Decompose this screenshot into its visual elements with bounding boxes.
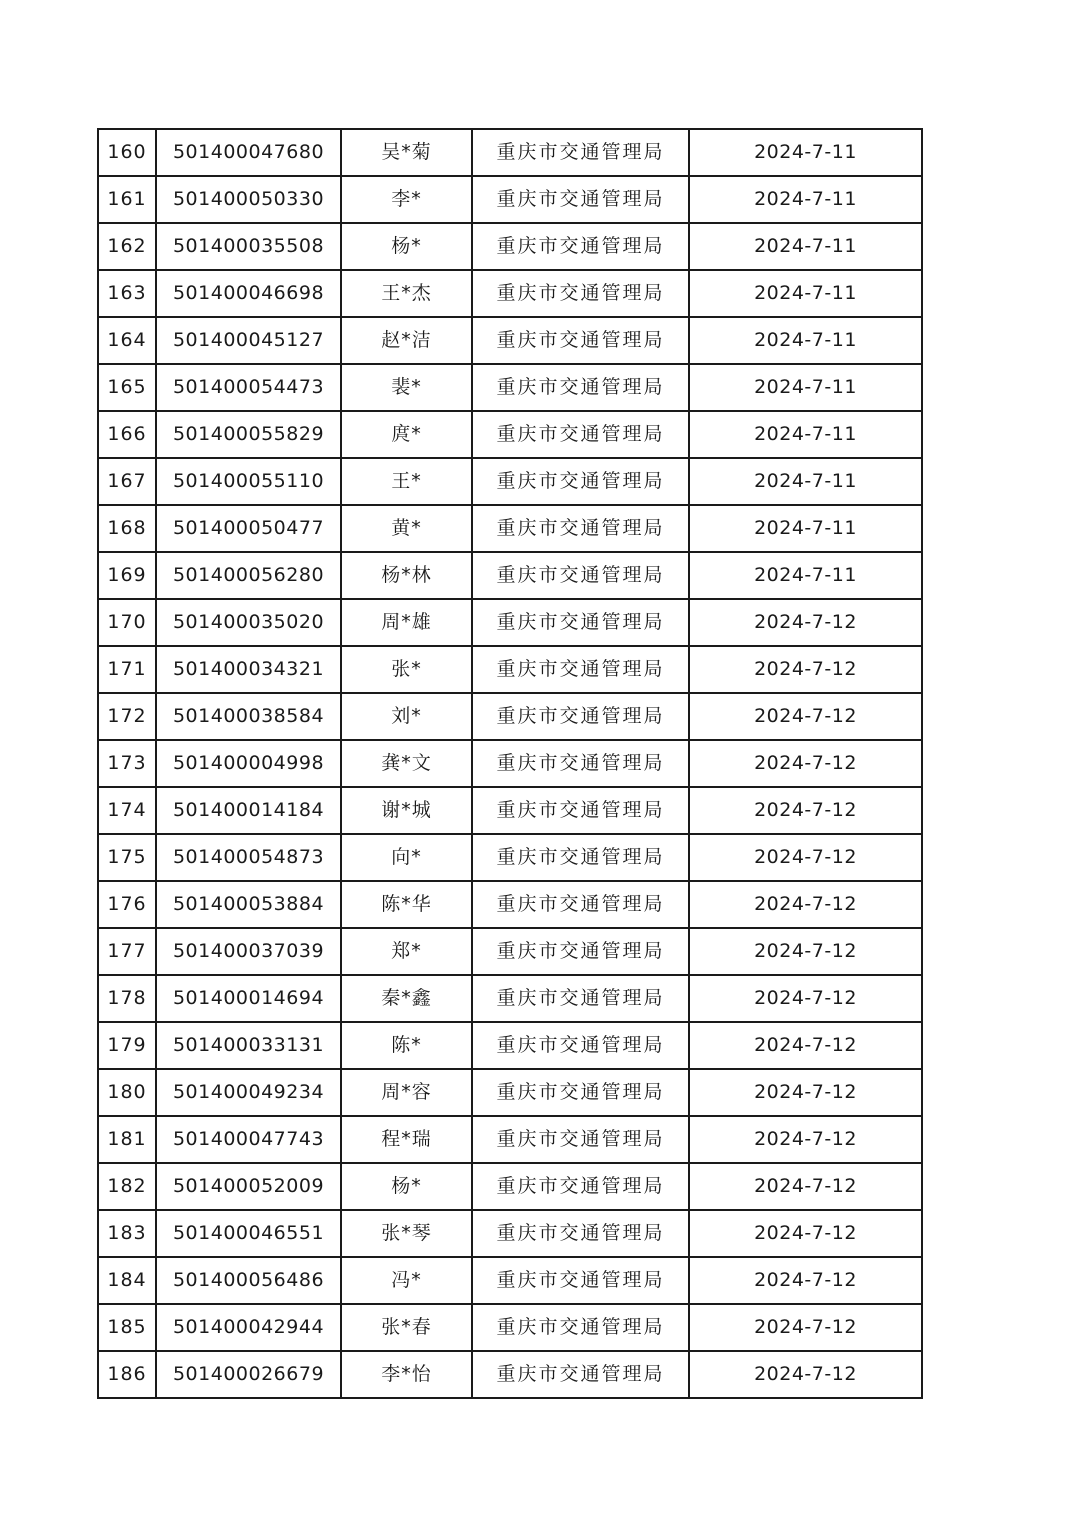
table-row — [98, 317, 922, 364]
table-row — [98, 223, 922, 270]
authority-cell: 重庆市交通管理局 — [472, 223, 689, 270]
record-id-cell: 501400049234 — [156, 1069, 341, 1116]
date-cell: 2024-7-12 — [689, 599, 922, 646]
row-number-cell: 164 — [98, 317, 156, 364]
date-cell: 2024-7-12 — [689, 1116, 922, 1163]
row-number-cell: 175 — [98, 834, 156, 881]
person-name-cell: 周*雄 — [341, 599, 472, 646]
table-row — [98, 834, 922, 881]
records-table-body — [98, 129, 922, 1398]
authority-cell: 重庆市交通管理局 — [472, 881, 689, 928]
row-number-cell: 172 — [98, 693, 156, 740]
table-row — [98, 270, 922, 317]
record-id-cell: 501400055110 — [156, 458, 341, 505]
person-name-cell: 赵*洁 — [341, 317, 472, 364]
record-id-cell: 501400056280 — [156, 552, 341, 599]
record-id-cell: 501400004998 — [156, 740, 341, 787]
row-number-cell: 177 — [98, 928, 156, 975]
date-cell: 2024-7-12 — [689, 1163, 922, 1210]
authority-cell: 重庆市交通管理局 — [472, 411, 689, 458]
row-number-cell: 160 — [98, 129, 156, 176]
record-id-cell: 501400033131 — [156, 1022, 341, 1069]
person-name-cell: 程*瑞 — [341, 1116, 472, 1163]
row-number-cell: 161 — [98, 176, 156, 223]
table-row — [98, 364, 922, 411]
authority-cell: 重庆市交通管理局 — [472, 834, 689, 881]
person-name-cell: 杨* — [341, 1163, 472, 1210]
row-number-cell: 184 — [98, 1257, 156, 1304]
date-cell: 2024-7-12 — [689, 975, 922, 1022]
record-id-cell: 501400026679 — [156, 1351, 341, 1398]
authority-cell: 重庆市交通管理局 — [472, 1257, 689, 1304]
authority-cell: 重庆市交通管理局 — [472, 458, 689, 505]
table-row — [98, 646, 922, 693]
authority-cell: 重庆市交通管理局 — [472, 129, 689, 176]
row-number-cell: 165 — [98, 364, 156, 411]
table-row — [98, 740, 922, 787]
row-number-cell: 173 — [98, 740, 156, 787]
table-row — [98, 458, 922, 505]
table-row — [98, 928, 922, 975]
date-cell: 2024-7-11 — [689, 176, 922, 223]
record-id-cell: 501400038584 — [156, 693, 341, 740]
person-name-cell: 杨*林 — [341, 552, 472, 599]
record-id-cell: 501400014694 — [156, 975, 341, 1022]
table-row — [98, 1351, 922, 1398]
date-cell: 2024-7-11 — [689, 223, 922, 270]
table-row — [98, 505, 922, 552]
table-row — [98, 1210, 922, 1257]
date-cell: 2024-7-11 — [689, 364, 922, 411]
person-name-cell: 秦*鑫 — [341, 975, 472, 1022]
authority-cell: 重庆市交通管理局 — [472, 599, 689, 646]
row-number-cell: 174 — [98, 787, 156, 834]
date-cell: 2024-7-12 — [689, 1257, 922, 1304]
date-cell: 2024-7-12 — [689, 787, 922, 834]
record-id-cell: 501400047743 — [156, 1116, 341, 1163]
record-id-cell: 501400046698 — [156, 270, 341, 317]
date-cell: 2024-7-12 — [689, 1210, 922, 1257]
date-cell: 2024-7-11 — [689, 458, 922, 505]
date-cell: 2024-7-12 — [689, 1351, 922, 1398]
date-cell: 2024-7-12 — [689, 928, 922, 975]
person-name-cell: 王* — [341, 458, 472, 505]
row-number-cell: 186 — [98, 1351, 156, 1398]
table-row — [98, 1022, 922, 1069]
row-number-cell: 171 — [98, 646, 156, 693]
table-row — [98, 411, 922, 458]
date-cell: 2024-7-12 — [689, 1022, 922, 1069]
table-row — [98, 1163, 922, 1210]
record-id-cell: 501400014184 — [156, 787, 341, 834]
record-id-cell: 501400053884 — [156, 881, 341, 928]
table-row — [98, 787, 922, 834]
person-name-cell: 张*春 — [341, 1304, 472, 1351]
record-id-cell: 501400045127 — [156, 317, 341, 364]
authority-cell: 重庆市交通管理局 — [472, 1069, 689, 1116]
record-id-cell: 501400056486 — [156, 1257, 341, 1304]
record-id-cell: 501400054873 — [156, 834, 341, 881]
date-cell: 2024-7-12 — [689, 1069, 922, 1116]
date-cell: 2024-7-11 — [689, 411, 922, 458]
record-id-cell: 501400035020 — [156, 599, 341, 646]
person-name-cell: 黄* — [341, 505, 472, 552]
row-number-cell: 168 — [98, 505, 156, 552]
person-name-cell: 王*杰 — [341, 270, 472, 317]
person-name-cell: 陈*华 — [341, 881, 472, 928]
row-number-cell: 162 — [98, 223, 156, 270]
person-name-cell: 吴*菊 — [341, 129, 472, 176]
row-number-cell: 163 — [98, 270, 156, 317]
record-id-cell: 501400047680 — [156, 129, 341, 176]
table-row — [98, 599, 922, 646]
person-name-cell: 李*怡 — [341, 1351, 472, 1398]
person-name-cell: 龚*文 — [341, 740, 472, 787]
table-row — [98, 1069, 922, 1116]
record-id-cell: 501400050477 — [156, 505, 341, 552]
row-number-cell: 185 — [98, 1304, 156, 1351]
table-row — [98, 552, 922, 599]
record-id-cell: 501400034321 — [156, 646, 341, 693]
date-cell: 2024-7-12 — [689, 693, 922, 740]
person-name-cell: 冯* — [341, 1257, 472, 1304]
date-cell: 2024-7-12 — [689, 740, 922, 787]
authority-cell: 重庆市交通管理局 — [472, 1210, 689, 1257]
record-id-cell: 501400050330 — [156, 176, 341, 223]
authority-cell: 重庆市交通管理局 — [472, 1304, 689, 1351]
person-name-cell: 庹* — [341, 411, 472, 458]
row-number-cell: 166 — [98, 411, 156, 458]
record-id-cell: 501400037039 — [156, 928, 341, 975]
person-name-cell: 裴* — [341, 364, 472, 411]
record-id-cell: 501400035508 — [156, 223, 341, 270]
record-id-cell: 501400055829 — [156, 411, 341, 458]
table-row — [98, 176, 922, 223]
table-row — [98, 129, 922, 176]
authority-cell: 重庆市交通管理局 — [472, 505, 689, 552]
date-cell: 2024-7-12 — [689, 1304, 922, 1351]
authority-cell: 重庆市交通管理局 — [472, 317, 689, 364]
table-row — [98, 881, 922, 928]
authority-cell: 重庆市交通管理局 — [472, 928, 689, 975]
person-name-cell: 刘* — [341, 693, 472, 740]
date-cell: 2024-7-11 — [689, 505, 922, 552]
date-cell: 2024-7-12 — [689, 646, 922, 693]
table-row — [98, 1257, 922, 1304]
date-cell: 2024-7-11 — [689, 552, 922, 599]
authority-cell: 重庆市交通管理局 — [472, 1116, 689, 1163]
row-number-cell: 170 — [98, 599, 156, 646]
person-name-cell: 向* — [341, 834, 472, 881]
person-name-cell: 周*容 — [341, 1069, 472, 1116]
authority-cell: 重庆市交通管理局 — [472, 364, 689, 411]
records-table — [97, 128, 923, 1399]
person-name-cell: 谢*城 — [341, 787, 472, 834]
authority-cell: 重庆市交通管理局 — [472, 693, 689, 740]
authority-cell: 重庆市交通管理局 — [472, 1022, 689, 1069]
table-row — [98, 693, 922, 740]
authority-cell: 重庆市交通管理局 — [472, 975, 689, 1022]
date-cell: 2024-7-11 — [689, 317, 922, 364]
authority-cell: 重庆市交通管理局 — [472, 1163, 689, 1210]
row-number-cell: 183 — [98, 1210, 156, 1257]
record-id-cell: 501400046551 — [156, 1210, 341, 1257]
person-name-cell: 陈* — [341, 1022, 472, 1069]
row-number-cell: 178 — [98, 975, 156, 1022]
row-number-cell: 167 — [98, 458, 156, 505]
row-number-cell: 176 — [98, 881, 156, 928]
authority-cell: 重庆市交通管理局 — [472, 740, 689, 787]
authority-cell: 重庆市交通管理局 — [472, 787, 689, 834]
authority-cell: 重庆市交通管理局 — [472, 1351, 689, 1398]
person-name-cell: 张*琴 — [341, 1210, 472, 1257]
record-id-cell: 501400042944 — [156, 1304, 341, 1351]
record-id-cell: 501400052009 — [156, 1163, 341, 1210]
record-id-cell: 501400054473 — [156, 364, 341, 411]
person-name-cell: 张* — [341, 646, 472, 693]
date-cell: 2024-7-12 — [689, 834, 922, 881]
row-number-cell: 182 — [98, 1163, 156, 1210]
table-row — [98, 1304, 922, 1351]
authority-cell: 重庆市交通管理局 — [472, 552, 689, 599]
row-number-cell: 179 — [98, 1022, 156, 1069]
person-name-cell: 杨* — [341, 223, 472, 270]
date-cell: 2024-7-12 — [689, 881, 922, 928]
table-row — [98, 975, 922, 1022]
authority-cell: 重庆市交通管理局 — [472, 270, 689, 317]
date-cell: 2024-7-11 — [689, 270, 922, 317]
person-name-cell: 郑* — [341, 928, 472, 975]
table-row — [98, 1116, 922, 1163]
person-name-cell: 李* — [341, 176, 472, 223]
date-cell: 2024-7-11 — [689, 129, 922, 176]
row-number-cell: 180 — [98, 1069, 156, 1116]
row-number-cell: 181 — [98, 1116, 156, 1163]
authority-cell: 重庆市交通管理局 — [472, 646, 689, 693]
row-number-cell: 169 — [98, 552, 156, 599]
authority-cell: 重庆市交通管理局 — [472, 176, 689, 223]
